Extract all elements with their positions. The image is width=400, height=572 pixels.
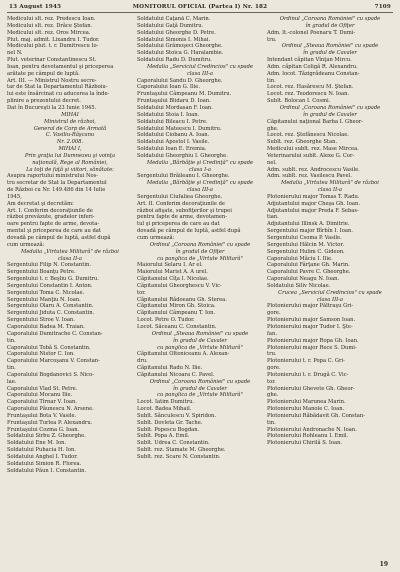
page-number: 7109 <box>374 4 391 10</box>
text-line: Soldatului Sirbu Z. Gheorghe. <box>7 433 86 440</box>
text-line: Adm. locot. Tăzigrădeanu Constan- <box>267 70 360 77</box>
text-line: Caporalului Tobă S. Constantin. <box>7 344 91 351</box>
text-line: Sergentului Toma C. Nicolae. <box>7 289 85 296</box>
text-line: fan. <box>267 330 278 337</box>
text-line: Soldatului Stoia I. Ioan. <box>137 111 200 118</box>
text-line: Sergentului Constantin I. Anton. <box>7 282 93 289</box>
text-line: Soldatului Simion R. Florea. <box>7 460 82 467</box>
text-line: Plotonierului major Tomas T. Radu. <box>267 193 360 200</box>
text-line: tor. <box>137 289 146 296</box>
text-line: Caporalului Măciu I. Ilie. <box>267 255 333 262</box>
text-line: Plotonierului Răbădavit Gh. Constan- <box>267 412 365 419</box>
text-line: Plotonierului major Tudor I. Şte- <box>267 323 353 330</box>
text-line: 1945, <box>7 193 22 200</box>
text-line: Adm. sublt. rez. Vasilescu Pavel. <box>267 173 352 180</box>
text-line: Medicului slt. rez. Oros Mircea. <box>7 29 91 36</box>
text-line: Sergentului Olaru A. Constantin. <box>7 303 94 310</box>
text-line: Sergentului Hălcin M. Victor. <box>267 241 344 248</box>
text-column-2 <box>137 16 263 475</box>
text-line: Medicului plut. t. r. Dumitrescu Io- <box>7 43 99 50</box>
text-line: General de Corp de Armată <box>33 125 107 132</box>
text-line: în gradul de Cavaler <box>173 385 227 392</box>
text-line: lae. <box>7 378 17 385</box>
text-line: Fruntaşului Cozma G. Ioan. <box>7 426 80 433</box>
text-line: clasa II-a <box>317 187 342 194</box>
text-line: Medalia „Virtutea Militară" de război <box>281 180 379 187</box>
text-line: Soldatului Gaţă Dumitru. <box>137 22 204 29</box>
text-line: Art. II. Conferim decoraţiunile de <box>137 200 225 207</box>
text-line: Soldatului Caţană C. Marin. <box>137 16 211 22</box>
text-line: Nr. 2.008. <box>56 139 84 146</box>
text-line: clasa I-a <box>189 166 211 173</box>
text-line: Soldatului Puhacia H. Ion. <box>7 447 77 454</box>
text-line: Locot. Petre O. Tudor. <box>137 317 195 324</box>
text-line: tru secretar de Stat la Departamentul <box>7 180 107 187</box>
text-line: Căpitanului Gheorghescu V. Vic- <box>137 282 222 289</box>
text-line: Soldatului Siliv Nicolae. <box>267 282 331 289</box>
text-line: tian. <box>267 214 279 221</box>
text-line: clasa III-a <box>316 296 344 303</box>
text-line: clasa III-a <box>186 70 214 77</box>
text-line: plinire a prezentului decret. <box>7 98 81 105</box>
text-line: Caporalului Dumitrache C. Constan- <box>7 330 103 337</box>
text-line: pentru fapte de arme, devotamen- <box>137 214 228 221</box>
text-line: Căpitanului Radu N. Ilie. <box>137 365 203 372</box>
text-line: în gradul de Cavaler <box>173 337 227 344</box>
issue-date: 13 August 1945 <box>9 4 62 10</box>
text-line: Locot. Iatim Dumitru. <box>137 399 195 406</box>
text-line: Medalia „Bărbăţie şi Credinţă" cu spade <box>146 180 254 187</box>
page-marker: 19 <box>379 561 388 568</box>
text-line: Fruntaşului Bota V. Vasile. <box>7 412 77 419</box>
text-line: Ordinul „Coroana României" cu spade <box>279 16 381 22</box>
text-line: Art. III. — Ministrul Nostru secre- <box>7 77 97 84</box>
text-line: Medalia „Serviciul Credincios" cu spade <box>146 63 254 70</box>
text-line: Crucea „Serviciul Credincios" cu spade <box>278 289 382 296</box>
text-line: Dat în Bucureşti la 23 Iunie 1945. <box>7 104 97 111</box>
text-line: Căpitanului naţional Barba I. Gheor- <box>267 118 363 125</box>
text-line: Ministrul de război, <box>44 118 96 125</box>
text-line: Maiorului Marist A. A urel. <box>137 269 208 276</box>
text-line: gore. <box>267 365 281 372</box>
text-line: Soldatului Anghel I. Tudor. <box>7 454 78 460</box>
text-line: tin. <box>7 337 16 344</box>
text-line: Plotonierului t. r. Popa C. Gri- <box>267 358 345 365</box>
text-line: de Război cu Nr. 149.486 din 14 Iulie <box>7 187 106 194</box>
text-line: Caporalului Neagu N. Ioan. <box>267 276 340 283</box>
text-line: ghe. <box>267 392 279 399</box>
text-line: Soldatului Gheorghe D. Petre. <box>137 29 216 36</box>
text-line: MIHAI I, <box>58 146 82 153</box>
text-line: Locot. Badea Mihail. <box>137 406 192 413</box>
text-line: Plotonierului major Rece S. Dumi- <box>267 344 357 351</box>
text-line: Ordinul „Steaua României" cu spade <box>151 330 249 337</box>
text-line: Plotonierului t. r. Drugă C. Vic- <box>267 371 349 378</box>
text-line: Sergentului Hulim C. Gideon. <box>267 248 345 255</box>
text-line: Soldatului Grămoşeci Gheorghe. <box>137 43 223 50</box>
text-line: Soldatului Ene M. Ion. <box>7 440 67 447</box>
text-line: Caporalului Bogdanovici S. Nico- <box>7 371 94 378</box>
text-line: tin. <box>267 419 276 426</box>
text-line: Caporalului Tîrnar V. Ioan. <box>7 399 77 406</box>
text-line: Fruntaşului Blidaru D. Ioan. <box>137 98 211 105</box>
text-line: în gradul de Cavaler <box>303 111 357 118</box>
text-line: Căpitanului Cîţa I. Nicolae. <box>137 276 209 283</box>
text-line: Adm. sublt. rez. Androcescu Vasile. <box>267 166 360 173</box>
text-line: Sergentului t. r. Beşliu G. Dumitru. <box>7 276 99 283</box>
text-line: Sergentului Stroe V. Ioan. <box>7 317 75 324</box>
text-line: Sublt. rez. Scare N. Constantin. <box>137 454 221 460</box>
text-line: naţională, Rege al României, <box>32 159 108 166</box>
text-line: Medalia „Bărbăţie şi Credinţă" cu spade <box>146 159 254 166</box>
text-line: Plotonierului major Ropa Gh. Ioan. <box>267 337 359 344</box>
text-line: tin. <box>267 77 276 84</box>
text-line: Plut. maj. admit. Lixandru I. Tudor. <box>7 36 100 43</box>
text-line: Asupra raportului ministrului Nos- <box>7 173 99 180</box>
text-line: Sublt. rez. Stamate M. Gheorghe. <box>137 447 226 454</box>
text-line: tru. <box>267 351 277 358</box>
text-line: clasa III-a <box>186 187 214 194</box>
text-line: Căpitanului Olteniceanu A. Alexan- <box>137 351 230 358</box>
page-header <box>7 4 393 13</box>
text-line: dru. <box>137 358 148 365</box>
text-line: Locot. rez. Teodorescu N. Ioan. <box>267 91 350 98</box>
text-line: clasa II-a <box>57 255 82 262</box>
text-line: Sublt. Sănculescu V. Spiridon. <box>137 412 217 419</box>
text-line: Sergentului Csoma P. Vasile. <box>267 235 342 241</box>
text-line: Sublt. rez. Gheorghe Stan. <box>267 139 338 146</box>
text-line: Sergentului Brăileanu I. Gheorghe. <box>137 173 230 180</box>
text-line: Caporalului Marcoşanu V. Constan- <box>7 358 100 365</box>
text-line: MIHAI <box>61 111 79 118</box>
text-line: Caporalului Nistor C. Ion. <box>7 351 75 358</box>
text-line: Căpitanului Rădoeanu Gh. Sterea. <box>137 296 227 303</box>
text-line: Locot. rez. Hasărescu M. Ştefan. <box>267 84 354 91</box>
text-line: tru. <box>267 36 277 43</box>
text-line: Plotonierului Marunea Marin. <box>267 399 346 406</box>
text-line: Caporalului Mocanu Ilie. <box>7 392 73 399</box>
text-line: gore. <box>267 310 281 317</box>
text-line: Sergentului Ciufaliea Gheorghe. <box>137 193 223 200</box>
text-line: Plotonierului Manole C. Ioan. <box>267 406 345 413</box>
text-line: Medicului slt. rez. Predescu Ioan. <box>7 16 96 22</box>
text-line: Plotonierului Chirilă S. Ioan. <box>267 440 343 447</box>
text-line: Caporalului Fârţane Gh. Marin. <box>267 262 350 269</box>
text-line: arătate pe câmpul de luptă. <box>7 70 80 77</box>
text-line: Maiorului Selaru I. Ar el. <box>137 262 203 269</box>
text-line: Adm. căpitan Coligă R. Alexandru. <box>267 63 358 70</box>
text-line: Soldatului Mateescu I. Dumitru. <box>137 125 222 132</box>
text-line: tar de Stat la Departamentul Războiu- <box>7 84 108 91</box>
text-line: Prin graţia lui Dumnezeu şi voinţa <box>24 152 116 159</box>
text-line: Caporalului Pavre C. Gheorghe. <box>267 269 351 276</box>
text-line: Sergentului Manţiu N. Ioan. <box>7 296 81 303</box>
text-line: Medicului slt. rez. Drăce Ştefan. <box>7 22 93 29</box>
text-line: oare pentru fapte de arme, devota- <box>7 221 100 228</box>
text-line: Soldatului Radu D. Dumitru. <box>137 57 212 64</box>
text-line: Adjutantului major Cheşa Gh. Ioan. <box>267 200 360 207</box>
text-line: Plotonierului Rohleanu I. Emil. <box>267 433 349 440</box>
text-line: cu panglica de „Virtute Militară" <box>157 344 243 351</box>
text-line: Soldatului Bileacu I. Petre. <box>137 118 208 125</box>
text-line: C. Vasiliu-Răşcanu <box>45 132 95 139</box>
text-line: Caporalului Ioan G. Ilie. <box>137 84 200 91</box>
text-line: lui este însărcinat cu aducerea la înde- <box>7 91 110 98</box>
text-line: Plut. veterinar Constantinescu St. <box>7 57 97 64</box>
text-line: Ordinul „Coroana României" cu spade <box>149 241 251 248</box>
text-line: Ordinul „Coroana României" cu spade <box>279 104 381 111</box>
text-line: Ordinul „Steaua României" cu spade <box>281 43 379 50</box>
text-line: Caporalului Vlad St. Petre. <box>7 385 78 392</box>
text-line: Veterinarului sublt. Alexe G. Cor- <box>267 152 355 159</box>
text-line: Locot. Săceanu C. Constantin. <box>137 323 217 330</box>
text-line: în gradul de Ofiţer <box>305 22 355 29</box>
text-line: nel N. <box>7 50 23 57</box>
text-line: Adjutantului Illinsk A. Dimitrie. <box>267 221 350 228</box>
text-line: Intendant căpitan Vînţan Mircu. <box>267 57 352 64</box>
text-line: Soldatului Ioan E. Eremia. <box>137 146 207 153</box>
publication-title: MONITORUL OFICIAL (Partea I) Nr. 182 <box>132 4 268 10</box>
text-line: Sublt. Popa A. Emil. <box>137 433 190 440</box>
text-column-1 <box>7 16 133 475</box>
text-line: Sublt. Dovleta Gr. Tache. <box>137 419 203 426</box>
text-line: dovadă pe câmpul de luptă, astfel după <box>137 228 241 235</box>
text-line: în gradul de Cavaler <box>303 50 357 57</box>
text-line: Am decretat şi decretăm: <box>7 200 74 207</box>
text-line: Soldatului Gheorghiu I. Gheorghe. <box>137 152 228 159</box>
text-line: război afişate, subofiţerilor şi trupei <box>137 207 232 214</box>
text-line: ghe. <box>267 125 279 132</box>
text-line: Sergentului Boanţu Petre. <box>7 269 76 276</box>
text-line: Ordinul „Coroana României" cu spade <box>149 378 251 385</box>
text-line: Soldatului Păun I. Constantin. <box>7 467 87 474</box>
text-line: mentul şi priceperea de care au dat <box>7 228 101 235</box>
text-line: Caporalului Sandu D. Gheorghe. <box>137 77 223 84</box>
text-line: Adm. lt.-colonel Poenaru T. Dumi- <box>267 29 356 36</box>
text-line: nel. <box>267 159 277 166</box>
text-line: Caporalului Badea M. Traian. <box>7 323 85 330</box>
text-line: Fruntaşului Câmpeanu M. Dumitru. <box>137 91 232 98</box>
text-line: Sergentului Jiduta C. Constantin. <box>7 310 95 317</box>
text-line: tin. <box>7 365 16 372</box>
text-line: Soldatului Simonis I. Mihai. <box>137 36 211 43</box>
text-line: cum urmează: <box>7 241 45 248</box>
text-line: Sublt. Bolocan I. Cosmi. <box>267 98 331 105</box>
text-line: Soldatului Apostol I. Vasile. <box>137 139 210 146</box>
text-column-3 <box>267 16 393 475</box>
text-line: Sergentului major Bîrbîn I. Ioan. <box>267 228 353 235</box>
text-line: Soldatului Mordasan F. Ioan. <box>137 104 213 111</box>
text-line: cu panglica de „Virtute Militară" <box>157 392 243 399</box>
text-line: Adjutantului major Preda F. Sebas- <box>267 207 359 214</box>
text-line: Medalia „Virtutea Militară" de război <box>21 248 119 255</box>
text-line: în gradul de Ofiţer <box>175 248 225 255</box>
text-line: Plotonierului Andronache N. Ioan. <box>267 426 357 433</box>
text-line: cum urmează: <box>137 235 175 241</box>
text-line: Soldatului Ciobanu A. Ioan. <box>137 132 210 139</box>
text-line: dovadă pe câmpul de luptă, astfel după <box>7 235 111 241</box>
text-columns <box>7 16 393 475</box>
text-line: Căpitanului Câmpeanu T. Ion. <box>137 310 216 317</box>
text-line: cu panglica de „Virtute Militară" <box>157 255 243 262</box>
text-line: Ioan, pentru devotamentul şi priceperea <box>7 63 114 70</box>
text-line: Caporalului Păunescu N. Arsene. <box>7 406 94 413</box>
text-line: Sergentului Filip N. Constantin. <box>7 262 91 269</box>
text-line: Sublt. Popescu Bogdan. <box>137 426 200 433</box>
text-line: Soldatului Stoica G. Haralambie. <box>137 50 224 57</box>
text-line: Art. I. Conferim decoraţiunile de <box>7 207 93 214</box>
text-line: Plotonierului major Păltraşu Gri- <box>267 303 354 310</box>
text-line: Plotonierului major Samson Ioan. <box>267 317 356 324</box>
text-line: Sublt. Udrea C. Constantin. <box>137 440 210 447</box>
text-line: La toţi de faţă şi viitori, sănătate: <box>26 166 114 173</box>
text-line: tor. <box>267 378 276 385</box>
text-line: Plotonierului Ghevete Gh. Gheor- <box>267 385 355 392</box>
text-line: Căpitanului Nicoara C. Pavel. <box>137 371 215 378</box>
text-line: Fruntaşului Turlea P. Alexandru. <box>7 419 93 426</box>
text-line: Căpitanului Miron Gh. Stoica. <box>137 303 216 310</box>
text-line: tul şi priceperea de care au dat <box>137 221 220 228</box>
text-line: Medicului sublt. rez. Mase Mircea. <box>267 146 359 153</box>
text-line: război prevăzute, gradelor inferi- <box>7 214 95 221</box>
text-line: Locot. rez. Ştefănescu Nicolae. <box>267 132 349 139</box>
